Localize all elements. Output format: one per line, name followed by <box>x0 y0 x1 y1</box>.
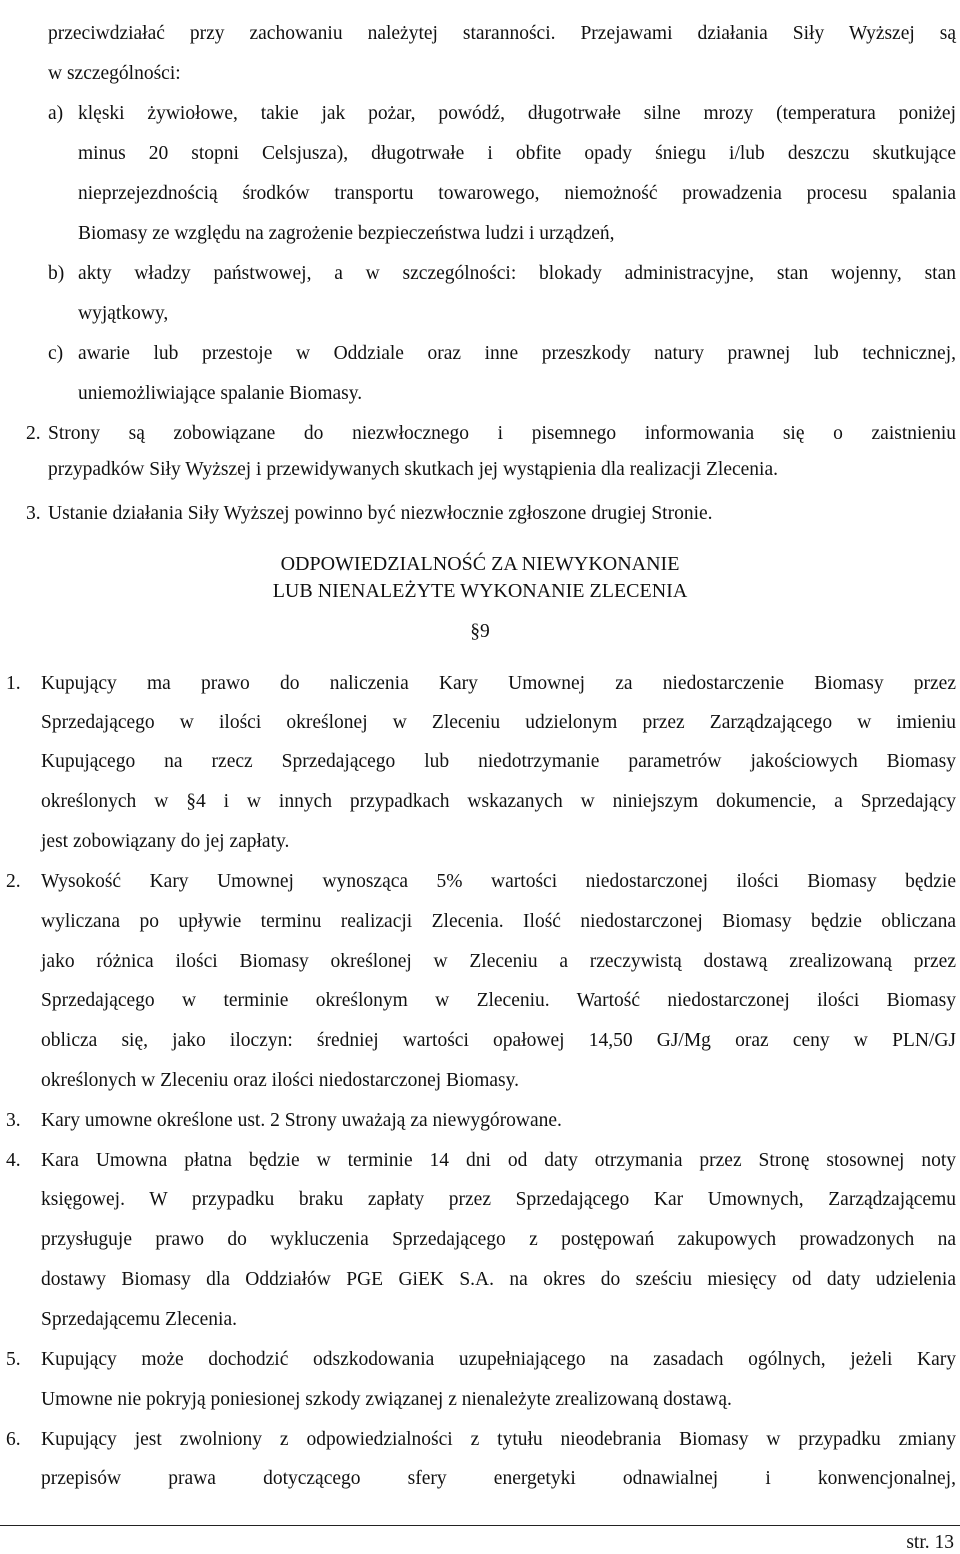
liability-marker-3: 3. <box>6 1110 21 1131</box>
item-a-line-4: Biomasy ze względu na zagrożenie bezpieczeństwa ludzi i urządzeń, <box>78 223 615 244</box>
liability-1-line-2: Sprzedającego w ilości określonej w Zleceniu udzielonym przez Zarządzającego w imieniu <box>41 712 956 733</box>
item-b-line-1: akty władzy państwowej, a w szczególności: blokady administracyjne, stan wojenny, stan <box>78 263 956 284</box>
liability-marker-2: 2. <box>6 871 21 892</box>
item-a-line-2: minus 20 stopni Celsjusza), długotrwałe i obfite opady śniegu i/lub deszczu skutkujące <box>78 143 956 164</box>
item-c-line-2: uniemożliwiające spalanie Biomasy. <box>78 383 363 404</box>
liability-4-line-4: dostawy Biomasy dla Oddziałów PGE GiEK S.A. na okres do sześciu miesięcy od daty udzielenia <box>41 1269 956 1290</box>
point-marker-prev-2: 2. <box>26 423 41 444</box>
footer-divider <box>0 1525 960 1526</box>
liability-5-line-1: Kupujący może dochodzić odszkodowania uzupełniającego na zasadach ogólnych, jeżeli Kary <box>41 1349 956 1370</box>
list-marker-a: a) <box>48 103 64 124</box>
liability-6-line-2: przepisów prawa dotyczącego sfery energetyki odnawialnej i konwencjonalnej, <box>41 1468 956 1489</box>
liability-4-line-3: przysługuje prawo do wykluczenia Sprzedającego z postępowań zakupowych prowadzonych na <box>41 1229 956 1250</box>
liability-marker-5: 5. <box>6 1349 21 1370</box>
item-a-line-1: klęski żywiołowe, takie jak pożar, powódź, długotrwałe silne mrozy (temperatura poniżej <box>78 103 956 124</box>
liability-3-line-1: Kary umowne określone ust. 2 Strony uważają za niewygórowane. <box>41 1110 562 1131</box>
liability-2-line-5: oblicza się, jako iloczyn: średniej wartości opałowej 14,50 GJ/Mg oraz ceny w PLN/GJ <box>41 1030 956 1051</box>
liability-marker-4: 4. <box>6 1150 21 1171</box>
point-prev-2-line-1: Strony są zobowiązane do niezwłocznego i pisemnego informowania się o zaistnieniu <box>48 423 956 444</box>
item-a-line-3: nieprzejezdnością środków transportu towarowego, niemożność prowadzenia procesu spalania <box>78 183 956 204</box>
liability-1-line-3: Kupującego na rzecz Sprzedającego lub niedotrzymanie parametrów jakościowych Biomasy <box>41 751 956 772</box>
liability-marker-1: 1. <box>6 673 21 694</box>
list-marker-b: b) <box>48 263 65 284</box>
liability-2-line-3: jako różnica ilości Biomasy określonej w Zleceniu a rzeczywistą dostawą zrealizowaną przez <box>41 951 956 972</box>
liability-marker-6: 6. <box>6 1429 21 1450</box>
liability-2-line-1: Wysokość Kary Umownej wynosząca 5% wartości niedostarczonej ilości Biomasy będzie <box>41 871 956 892</box>
item-b-line-2: wyjątkowy, <box>78 303 169 324</box>
section-title-line-1: ODPOWIEDZIALNOŚĆ ZA NIEWYKONANIE <box>280 553 680 575</box>
liability-4-line-2: księgowej. W przypadku braku zapłaty przez Sprzedającego Kar Umownych, Zarządzającemu <box>41 1189 956 1210</box>
liability-2-line-6: określonych w Zleceniu oraz ilości niedostarczonej Biomasy. <box>41 1070 519 1091</box>
point-prev-2-line-2: przypadków Siły Wyższej i przewidywanych skutkach jej wystąpienia dla realizacji Zlecenia. <box>48 459 778 480</box>
liability-4-line-1: Kara Umowna płatna będzie w terminie 14 dni od daty otrzymania przez Stronę stosownej noty <box>41 1150 956 1171</box>
point-marker-prev-3: 3. <box>26 503 41 524</box>
liability-2-line-2: wyliczana po upływie terminu realizacji Zlecenia. Ilość niedostarczonej Biomasy będzie obliczana <box>41 911 956 932</box>
liability-1-line-4: określonych w §4 i w innych przypadkach wskazanych w niniejszym dokumencie, a Sprzedający <box>41 791 956 812</box>
point-prev-3-line-1: Ustanie działania Siły Wyższej powinno być niezwłocznie zgłoszone drugiej Stronie. <box>48 503 713 524</box>
item-c-line-1: awarie lub przestoje w Oddziale oraz inne przeszkody natury prawnej lub technicznej, <box>78 343 956 364</box>
liability-5-line-2: Umowne nie pokryją poniesionej szkody związanej z nienależyte zrealizowaną dostawą. <box>41 1389 732 1410</box>
liability-2-line-4: Sprzedającego w terminie określonym w Zleceniu. Wartość niedostarczonej ilości Biomasy <box>41 990 956 1011</box>
liability-4-line-5: Sprzedającemu Zlecenia. <box>41 1309 237 1330</box>
list-marker-c: c) <box>48 343 64 364</box>
intro-line-1: przeciwdziałać przy zachowaniu należytej staranności. Przejawami działania Siły Wyższej są <box>48 23 956 44</box>
page-number: str. 13 <box>906 1532 954 1553</box>
liability-1-line-1: Kupujący ma prawo do naliczenia Kary Umownej za niedostarczenie Biomasy przez <box>41 673 956 694</box>
liability-6-line-1: Kupujący jest zwolniony z odpowiedzialności z tytułu nieodebrania Biomasy w przypadku zmiany <box>41 1429 956 1450</box>
intro-line-2: w szczególności: <box>48 63 181 84</box>
liability-1-line-5: jest zobowiązany do jej zapłaty. <box>41 831 290 852</box>
section-title-line-2: LUB NIENALEŻYTE WYKONANIE ZLECENIA <box>272 580 688 602</box>
paragraph-mark: §9 <box>470 621 490 642</box>
